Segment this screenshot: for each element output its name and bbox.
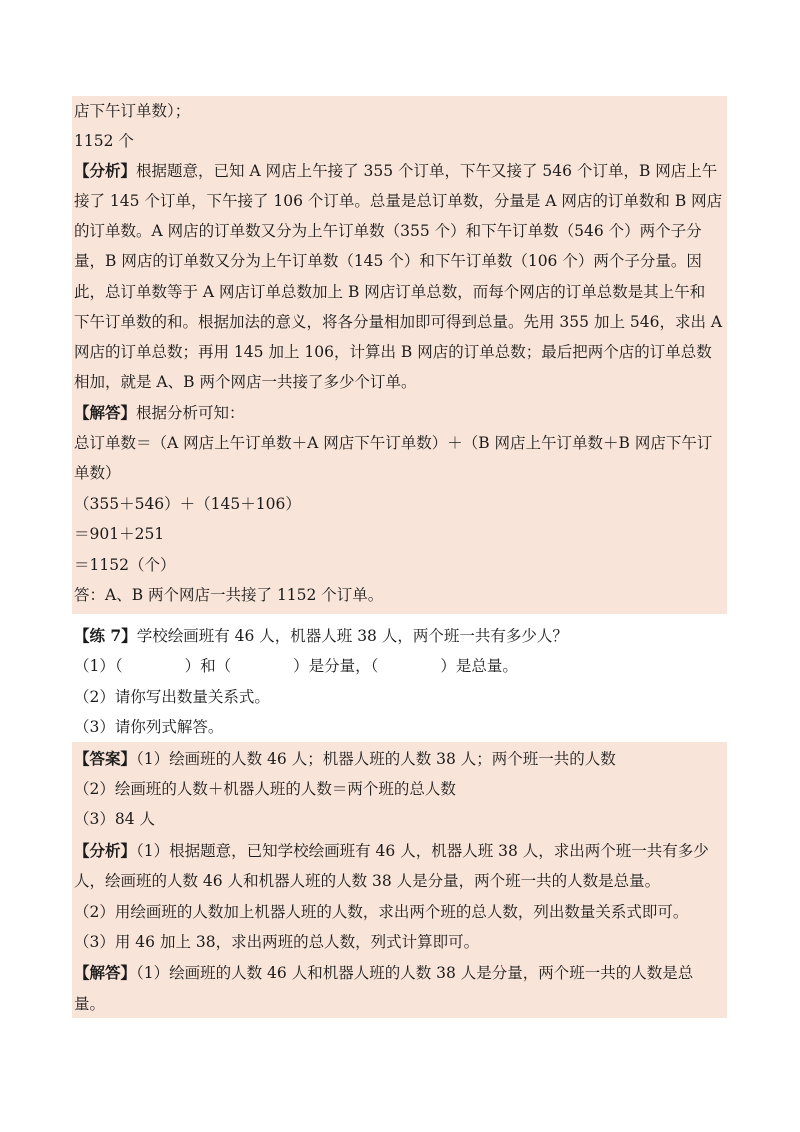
final-answer-line: 答：A、B 两个网店一共接了 1152 个订单。 xyxy=(74,586,384,604)
text-line: （2）用绘画班的人数加上机器人班的人数，求出两个班的总人数，列出数量关系式即可。 xyxy=(74,903,689,921)
text-line: 相加，就是 A、B 两个网店一共接了多少个订单。 xyxy=(74,373,417,391)
text-line: 1152 个 xyxy=(74,132,134,150)
equation-line: ＝1152（个） xyxy=(74,556,176,574)
section-label: 【分析】 xyxy=(74,841,137,860)
text-line: 量。 xyxy=(74,995,106,1013)
text-line: 店下午订单数）； xyxy=(74,102,191,120)
answer-line xyxy=(74,749,728,769)
text-line: 量，B 网店的订单数又分为上午订单数（145 个）和下午订单数（106 个）两个子分量。因 xyxy=(74,252,702,270)
section-text: （1）绘画班的人数 46 人和机器人班的人数 38 人是分量，两个班一共的人数是总 xyxy=(136,964,694,982)
text-line: 的订单数。A 网店的订单数又分为上午订单数（355 个）和下午订单数（546 个）两个子分 xyxy=(74,222,702,240)
answer-line: （3）84 人 xyxy=(74,810,156,828)
section-label: 【分析】 xyxy=(74,161,137,180)
text-line: 单数） xyxy=(74,464,121,482)
analysis-line xyxy=(74,841,728,861)
section-text: （1）根据题意，已知学校绘画班有 46 人，机器人班 38 人，求出两个班一共有多少 xyxy=(136,842,709,860)
text-line: （3）用 46 加上 38，求出两班的总人数，列式计算即可。 xyxy=(74,933,480,951)
text-line: 网店的订单总数；再用 145 加上 106，计算出 B 网店的订单总数；最后把两个店的订单总数 xyxy=(74,343,712,361)
section-text: （1）绘画班的人数 46 人；机器人班的人数 38 人；两个班一共的人数 xyxy=(136,750,616,768)
exercise-question xyxy=(74,626,568,646)
text-line: 接了 145 个订单，下午接了 106 个订单。总量是总订单数，分量是 A 网店的订单数和 B 网店 xyxy=(74,192,723,210)
solution-line xyxy=(74,963,728,983)
equation-line: ＝901＋251 xyxy=(74,525,165,543)
exercise-tag: 【练 7】 xyxy=(74,626,137,645)
equation-line: （355＋546）＋（145＋106） xyxy=(74,495,301,513)
text-line: 人，绘画班的人数 46 人和机器人班的人数 38 人是分量，两个班一共的人数是总量。 xyxy=(74,872,661,890)
exercise-part-2: （2）请你写出数量关系式。 xyxy=(74,688,270,706)
section-text: 根据分析可知： xyxy=(136,404,245,422)
exercise-question-text: 学校绘画班有 46 人，机器人班 38 人，两个班一共有多少人？ xyxy=(136,627,568,645)
solution-line xyxy=(74,403,728,423)
exercise-part-3: （3）请你列式解答。 xyxy=(74,718,224,736)
section-label: 【解答】 xyxy=(74,403,137,422)
text-line: 此，总订单数等于 A 网店订单总数加上 B 网店订单总数，而每个网店的订单总数是其上午和 xyxy=(74,283,706,301)
section-label: 【解答】 xyxy=(74,963,137,982)
section-label: 【答案】 xyxy=(74,749,137,768)
answer-line: （2）绘画班的人数＋机器人班的人数＝两个班的总人数 xyxy=(74,780,456,798)
section-text: 根据题意，已知 A 网店上午接了 355 个订单，下午又接了 546 个订单，B 网店上午 xyxy=(136,162,718,180)
text-line: 下午订单数的和。根据加法的意义，将各分量相加即可得到总量。先用 355 加上 546，求出 A xyxy=(74,313,723,331)
text-line: 总订单数＝（A 网店上午订单数＋A 网店下午订单数）＋（B 网店上午订单数＋B 网店下午订 xyxy=(74,434,713,452)
exercise-part-1: （1）（ ）和（ ）是分量，（ ）是总量。 xyxy=(74,657,518,675)
analysis-line xyxy=(74,161,728,181)
